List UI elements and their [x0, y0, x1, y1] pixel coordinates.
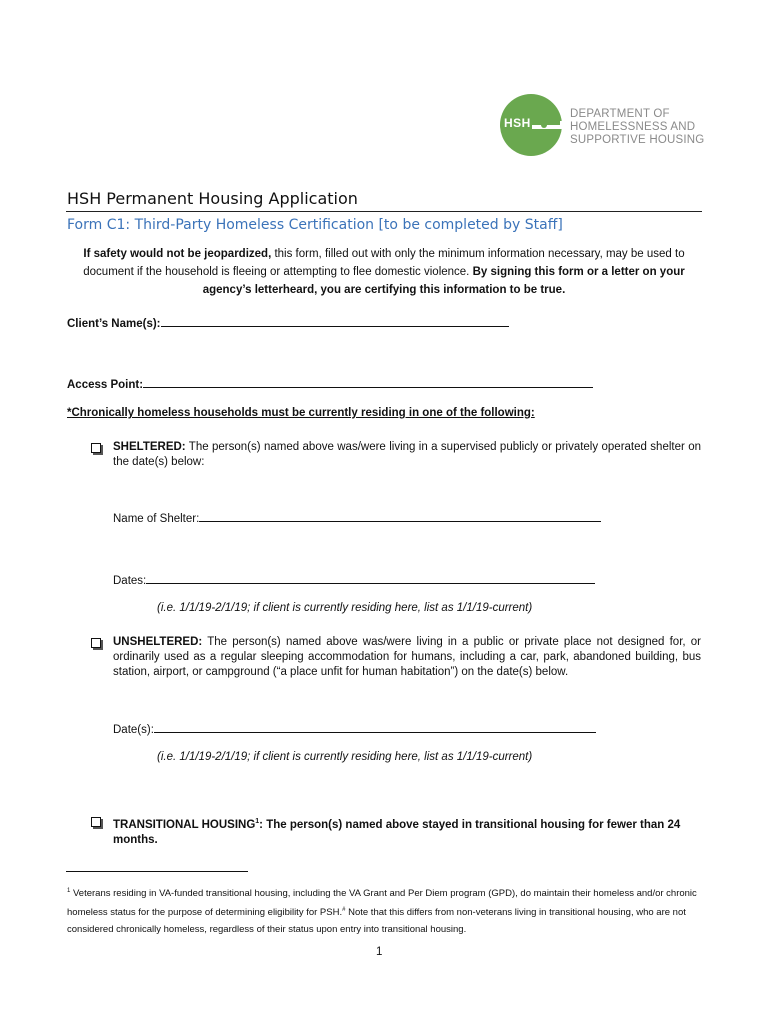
unsheltered-dates-line[interactable] [154, 721, 596, 733]
sheltered-text [113, 440, 701, 470]
sheltered-dates-field[interactable] [113, 572, 595, 587]
transitional-label: TRANSITIONAL HOUSING [113, 818, 256, 831]
unsheltered-text [113, 635, 701, 680]
page-number: 1 [376, 946, 383, 958]
access-point-label: Access Point: [67, 379, 144, 391]
intro-paragraph [66, 245, 702, 299]
footnote-marker: 1 [67, 888, 71, 894]
access-point-field[interactable] [67, 376, 593, 391]
transitional-text [113, 814, 701, 848]
unsheltered-label: UNSHELTERED: [113, 636, 203, 648]
sheltered-checkbox[interactable] [91, 443, 101, 453]
unsheltered-description: The person(s) named above was/were living in a public or private place not designed for, or ordinarily used as a regular sleeping accommodation for humans, including a car, park, abandoned building, bus station, airport, or campground (“a place unfit for human habitation”) on the date(s) below. [113, 636, 701, 678]
intro-bold-certify: By signing this form or a letter on your agency’s letterheard, you are certifying this information to be true. [202, 266, 685, 296]
transitional-footnote-ref[interactable]: 1 [255, 818, 260, 825]
chronic-homeless-note: *Chronically homeless households must be currently residing in one of the following: [67, 407, 535, 419]
sheltered-dates-line[interactable] [146, 572, 595, 584]
logo-wordmark [570, 108, 704, 147]
transitional-description: : The person(s) named above stayed in transitional housing for fewer than 24 months. [113, 818, 681, 846]
unsheltered-checkbox[interactable] [91, 638, 101, 648]
client-name-field[interactable] [67, 315, 509, 330]
logo-line: SUPPORTIVE HOUSING [570, 134, 705, 146]
shelter-name-line[interactable] [199, 510, 601, 522]
footnote [67, 883, 703, 938]
intro-bold-lead: If safety would not be jeopardized, [83, 248, 272, 260]
client-name-label: Client’s Name(s): [67, 318, 161, 330]
unsheltered-dates-example: (i.e. 1/1/19-2/1/19; if client is currently residing here, list as 1/1/19-current) [157, 751, 533, 763]
sheltered-dates-label: Dates: [113, 575, 147, 587]
logo-line: DEPARTMENT OF [570, 108, 670, 120]
transitional-checkbox[interactable] [91, 817, 101, 827]
unsheltered-dates-field[interactable] [113, 721, 596, 736]
sheltered-dates-example: (i.e. 1/1/19-2/1/19; if client is currently residing here, list as 1/1/19-current) [157, 602, 533, 614]
sheltered-label: SHELTERED: [113, 441, 186, 453]
form-subtitle: Form C1: Third-Party Homeless Certification [to be completed by Staff] [67, 217, 563, 233]
shelter-name-label: Name of Shelter: [113, 513, 200, 525]
title-divider [66, 211, 702, 212]
logo-abbreviation: HSH [504, 116, 531, 130]
footnote-divider [66, 871, 248, 872]
access-point-line[interactable] [143, 376, 593, 388]
hsh-logo [500, 94, 705, 160]
sheltered-description: The person(s) named above was/were living in a supervised publicly or privately operated shelter on the date(s) below: [113, 441, 701, 468]
intro-text: this form, filled out with only the minimum information necessary, may be used to document if the household is fleeing or attempting to flee domestic violence. [83, 248, 685, 278]
page-title: HSH Permanent Housing Application [67, 189, 358, 208]
footnote-text: Veterans residing in VA-funded transitional housing, including the VA Grant and Per Diem program (GPD), do maintain their homeless and/or chronic homeless status for the purpose of determining eligibility for PSH. [67, 888, 697, 919]
logo-line: HOMELESSNESS AND [570, 121, 696, 133]
client-name-line[interactable] [161, 315, 509, 327]
footnote-marker-2: # [342, 907, 346, 914]
unsheltered-dates-label: Date(s): [113, 724, 154, 736]
shelter-name-field[interactable] [113, 510, 601, 525]
footnote-text-2: Note that this differs from non-veterans living in transitional housing, who are not considered chronically homeless, regardless of their status upon entry into transitional housing. [67, 907, 686, 936]
